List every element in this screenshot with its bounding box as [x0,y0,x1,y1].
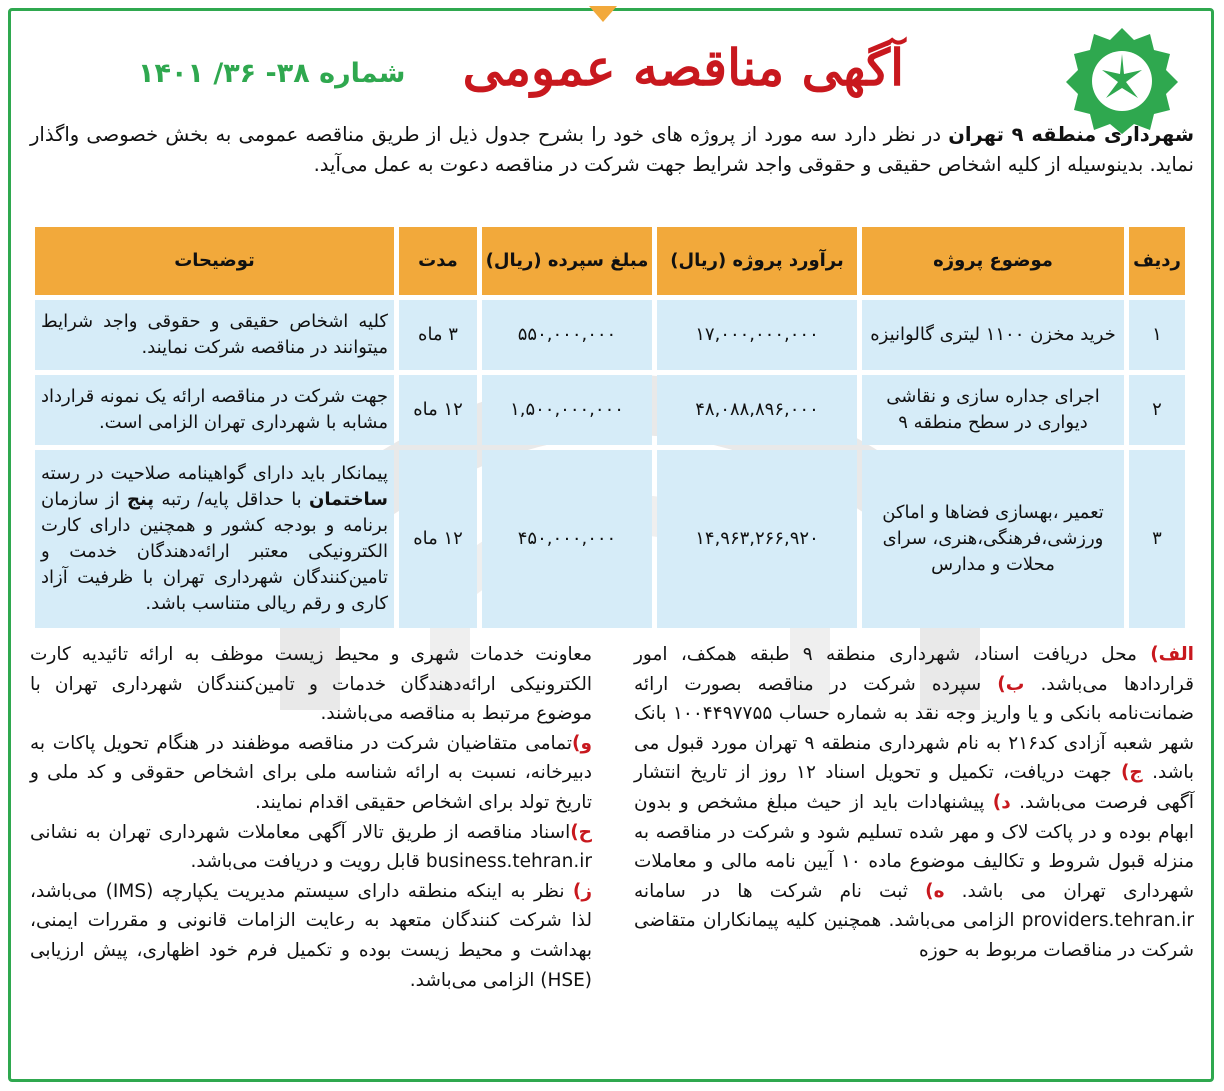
table-row [35,300,1185,370]
notes-bold-rank: پنج [126,489,155,510]
header-notes: توضیحات [35,227,394,295]
conditions-right-column [634,640,1194,966]
cell-deposit: ۱,۵۰۰,۰۰۰,۰۰۰ [482,375,652,445]
header-deposit: مبلغ سپرده (ریال) [482,227,652,295]
clause-label-d: د) [992,791,1011,813]
cell-row-number: ۳ [1129,450,1185,628]
notice-number: شماره ۳۸- ۳۶/ ۱۴۰۱ [138,58,406,89]
cell-subject: اجرای جداره سازی و نقاشی دیواری در سطح منطقه ۹ [862,375,1124,445]
clause-text-g: اسناد مناقصه از طریق تالار آگهی معاملات شهرداری تهران به نشانی business.tehran.ir قابل رویت و دریافت می‌باشد. [30,821,592,873]
clause-text-c: جهت دریافت، تکمیل و تحویل اسناد ۱۲ روز از تاریخ انتشار آگهی فرصت می‌باشد. [634,762,1194,813]
tehran-municipality-logo [1062,24,1182,134]
clause-label-g: ح) [570,821,592,843]
intro-text: در نظر دارد سه مورد از پروژه های خود را بشرح جدول ذیل از طریق مناقصه عمومی به بخش خصوصی واگذار نماید. بدینوسیله از کلیه اشخاص حقیقی و حقوقی واجد شرایط جهت شرکت در مناقصه دعوت به عمل می‌آید. [30,123,1194,176]
notes-text: با حداقل پایه/ رتبه [154,489,310,510]
projects-table [30,222,1190,633]
clause-continuation: معاونت خدمات شهری و محیط زیست موظف به ارائه تائیدیه کارت الکترونیکی ارائه‌دهندگان خدمات و تامین‌کنندگان شهرداری تهران با موضوع مرتبط به مناقصه می‌باشند. [30,644,592,725]
org-name: شهرداری منطقه ۹ تهران [948,123,1194,146]
cell-notes: جهت شرکت در مناقصه ارائه یک نمونه قرارداد مشابه با شهرداری تهران الزامی است. [35,375,394,445]
cell-deposit: ۵۵۰,۰۰۰,۰۰۰ [482,300,652,370]
notes-text: پیمانکار باید دارای گواهینامه صلاحیت در رسته [41,463,388,484]
cell-estimate: ۱۷,۰۰۰,۰۰۰,۰۰۰ [657,300,857,370]
cell-estimate: ۴۸,۰۸۸,۸۹۶,۰۰۰ [657,375,857,445]
cell-row-number: ۲ [1129,375,1185,445]
clause-text-e: ثبت نام شرکت ها در سامانه providers.tehran.ir الزامی می‌باشد. همچنین کلیه پیمانکاران متقاضی شرکت در مناقصات مربوط به حوزه [634,880,1194,961]
cell-estimate: ۱۴,۹۶۳,۲۶۶,۹۲۰ [657,450,857,628]
clause-label-b: ب) [997,673,1025,695]
clause-label-f: و) [572,732,592,754]
clause-text-f: تمامی متقاضیان شرکت در مناقصه موظفند در هنگام تحویل پاکات به دبیرخانه، نسبت به ارائه شناسه ملی برای اشخاص حقوقی و کد ملی و تاریخ تولد برای اشخاص حقیقی اقدام نمایند. [30,732,592,813]
header-subject: موضوع پروژه [862,227,1124,295]
intro-paragraph [30,120,1194,180]
cell-subject: خرید مخزن ۱۱۰۰ لیتری گالوانیزه [862,300,1124,370]
table-row [35,375,1185,445]
cell-duration: ۱۲ ماه [399,450,477,628]
notes-bold-category: ساختمان [309,489,389,510]
table-header-row [35,227,1185,295]
cell-deposit: ۴۵۰,۰۰۰,۰۰۰ [482,450,652,628]
header-estimate: برآورد پروژه (ریال) [657,227,857,295]
cell-subject: تعمیر ،بهسازی فضاها و اماکن ورزشی،فرهنگی،هنری، سرای محلات و مدارس [862,450,1124,628]
clause-label-h: ز) [572,880,592,902]
clause-label-c: ج) [1120,762,1143,784]
top-notch-decoration [589,6,617,22]
table-row [35,450,1185,628]
clause-text-d: پیشنهادات باید از حیث مبلغ مشخص و بدون ابهام بوده و در پاکت لاک و مهر شده تسلیم شود و شرکت در مناقصه به منزله قبول شروط و تکالیف موضوع ماده ۱۰ آیین نامه مالی و معاملات شهرداری تهران می باشد. [634,791,1194,902]
conditions-left-column [30,640,592,995]
cell-duration: ۳ ماه [399,300,477,370]
cell-duration: ۱۲ ماه [399,375,477,445]
cell-notes: کلیه اشخاص حقیقی و حقوقی واجد شرایط میتوانند در مناقصه شرکت نمایند. [35,300,394,370]
clause-label-e: ه) [925,880,945,902]
clause-label-a: الف) [1150,644,1194,665]
clause-text-a: محل دریافت اسناد، شهرداری منطقه ۹ طبقه همکف، امور قراردادها می‌باشد. [634,644,1194,695]
clause-text-b: سپرده شرکت در مناقصه بصورت ارائه ضمانت‌نامه بانکی و یا واریز وجه نقد به شماره حساب ۱۰۰۴۴۹۷۷۵۵ بانک شهر شعبه آزادی کد۲۱۶ به نام شهرداری منطقه ۹ تهران مورد قبول می باشد. [634,673,1194,784]
notes-text: از سازمان برنامه و بودجه کشور و همچنین دارای کارت الکترونیکی معتبر ارائه‌دهندگان خدمت و تامین‌کنندگان شهرداری تهران با ظرفیت آزاد کاری و رقم ریالی متناسب باشد. [41,489,388,614]
notice-title: آگهی مناقصه عمومی [462,38,904,97]
cell-notes [35,450,394,628]
cell-row-number: ۱ [1129,300,1185,370]
header-duration: مدت [399,227,477,295]
header-row-number: ردیف [1129,227,1185,295]
clause-text-h: نظر به اینکه منطقه دارای سیستم مدیریت یکپارچه (IMS) می‌باشد، لذا شرکت کنندگان متعهد به رعایت الزامات قانونی و مقررات ایمنی، بهداشت و محیط زیست بوده و تکمیل فرم خود اظهاری، پیش ارزیابی (HSE) الزامی می‌باشد. [30,880,592,991]
